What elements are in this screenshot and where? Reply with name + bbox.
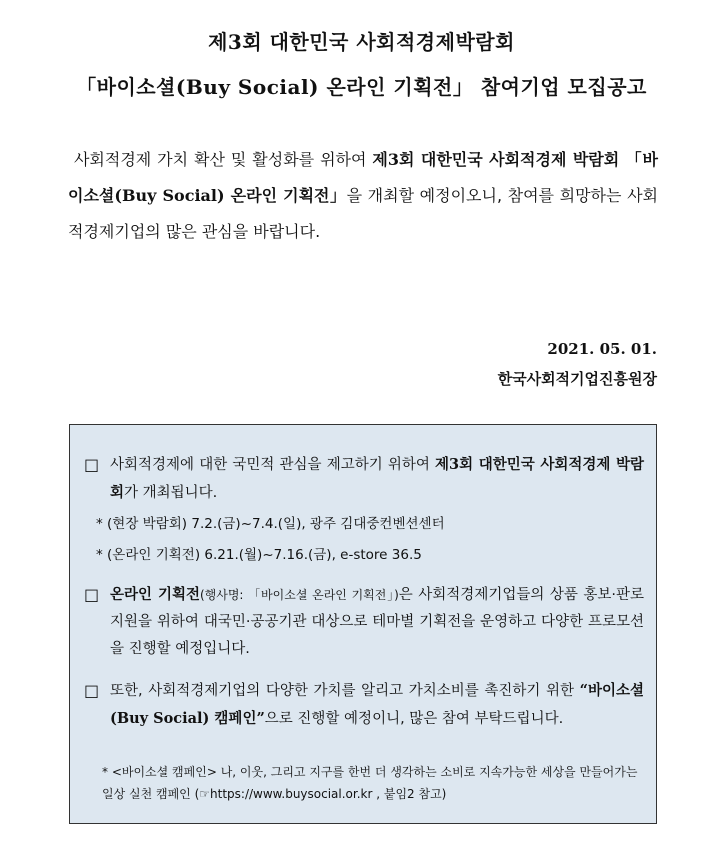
intro-text-1: 사회적경제 가치 확산 및 활성화를 위하여 [73,150,373,169]
checkbox-square-icon: □ [84,455,100,474]
intro-paragraph [68,142,658,250]
organization-name: 한국사회적기업진흥원장 [497,370,657,388]
info-item-3-text2: 으로 진행할 예정이니, 많은 참여 부탁드립니다. [264,711,564,727]
info-item-3-text1: 또한, 사회적경제기업의 다양한 가치를 알리고 가치소비를 촉진하기 위한 [110,683,580,699]
info-item-1-text2: 가 개최됩니다. [124,485,218,501]
info-item-3-note: * <바이소셜 캠페인> 나, 이웃, 그리고 지구를 한번 더 생각하는 소비로 지속가능한 세상을 만들어가는 일상 실천 캠페인 (☞https://www.buysocial.or.kr , 붙임2 참고) [102,765,638,801]
intro-text-2: 을 개최할 예정이오니, 참여를 희망하는 사회적경제기업의 많은 관심을 바랍니다. [68,186,658,241]
title-line1: 제3회 대한민국 사회적경제박람회 [208,30,515,54]
info-item-3-bold: “바이소셜(Buy Social) 캠페인” [110,682,644,727]
intro-bold: 제3회 대한민국 사회적경제 박람회 「바이소셜(Buy Social) 온라인 기획전」 [68,150,658,205]
info-item-2-small: (행사명: 「바이소셜 온라인 기획전」) [199,588,399,602]
info-item-1-sub-2: * (온라인 기획전) 6.21.(월)~7.16.(금), e-store 36.5 [96,547,422,563]
info-item-1-bold: 제3회 대한민국 사회적경제 박람회 [110,456,644,501]
info-item-2-bold: 온라인 기획전 [110,586,200,603]
info-item-3 [84,677,644,733]
info-item-2-text [110,581,644,663]
title-line2: 「바이소셜(Buy Social) 온라인 기획전」 참여기업 모집공고 [76,75,647,99]
info-box [69,424,657,824]
info-item-1-text1: 사회적경제에 대한 국민적 관심을 제고하기 위하여 [110,457,436,473]
info-item-1-sub-1: * (현장 박람회) 7.2.(금)~7.4.(일), 광주 김대중컨벤션센터 [96,516,445,532]
checkbox-square-icon: □ [84,681,100,700]
info-item-2-body: 은 사회적경제기업들의 상품 홍보·판로지원을 위하여 대국민·공공기관 대상으로 테마별 기획전을 운영하고 다양한 프로모션을 진행할 예정입니다. [110,587,644,657]
info-item-3-text [110,677,644,733]
notice-date: 2021. 05. 01. [547,340,657,358]
checkbox-square-icon: □ [84,585,100,604]
info-item-2 [84,581,644,663]
info-item-1 [84,451,644,507]
info-item-1-text [110,451,644,507]
